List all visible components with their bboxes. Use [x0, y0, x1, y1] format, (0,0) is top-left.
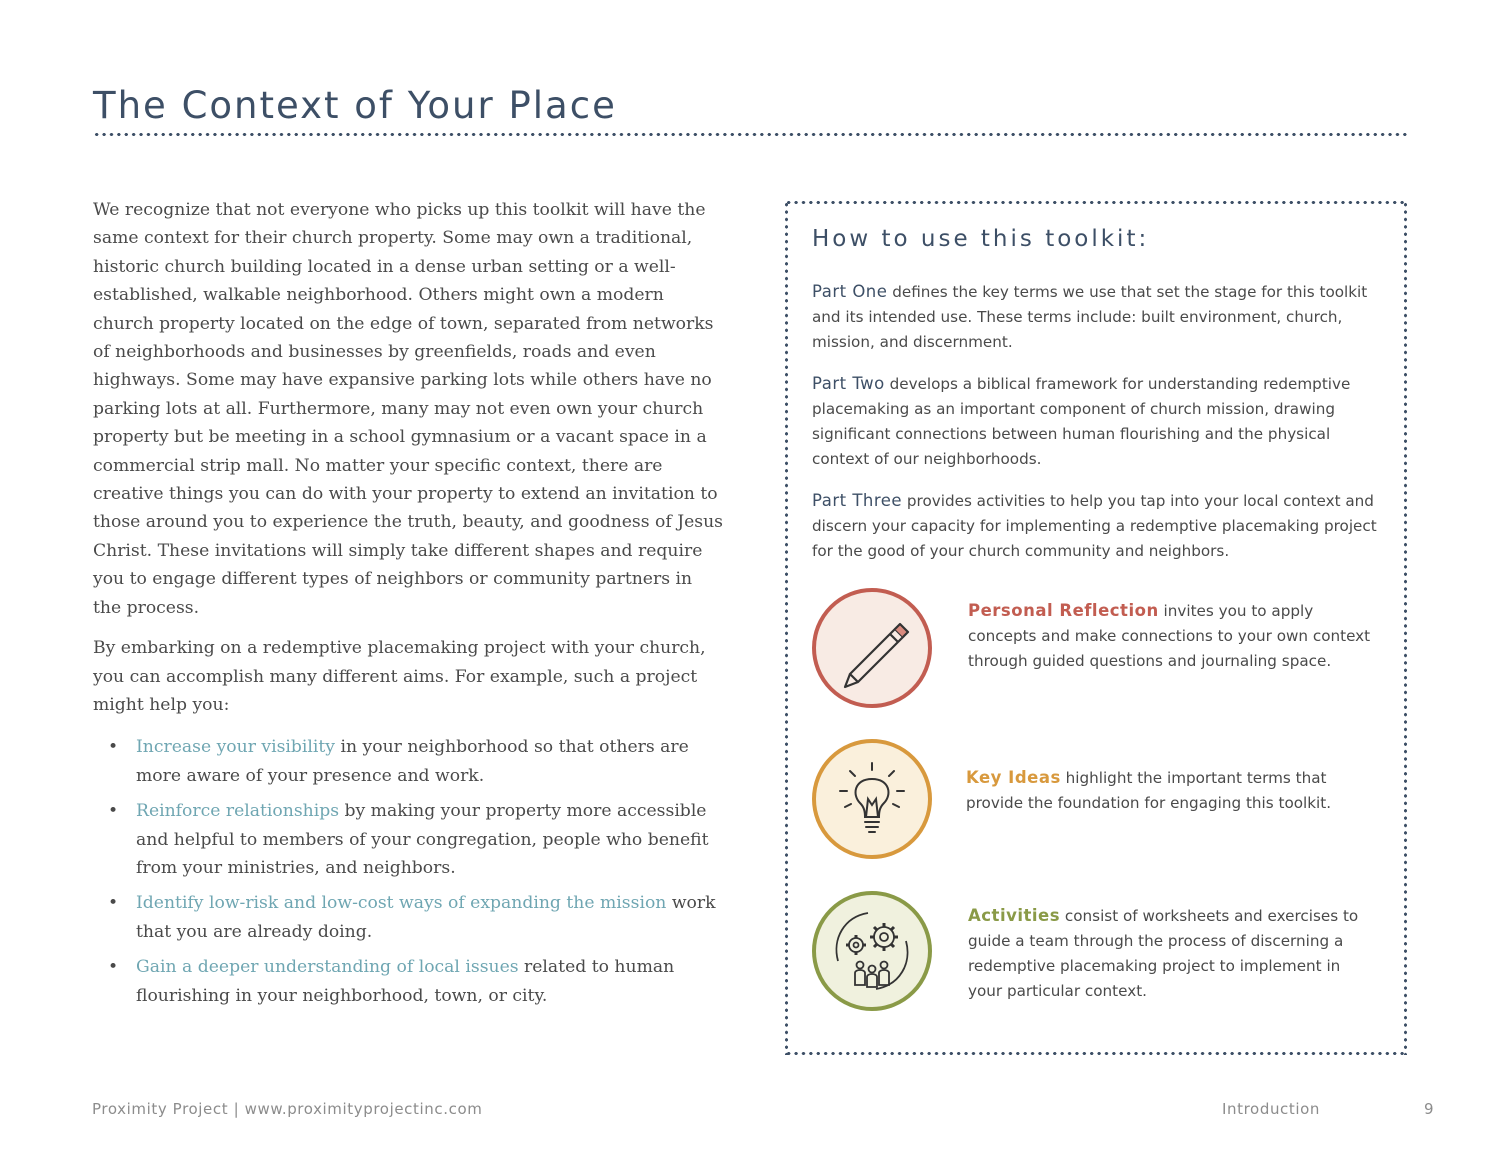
team-gears-icon: [816, 895, 928, 1007]
part-text: develops a biblical framework for understanding redemptive placemaking as an important component of church mission, drawing significant connections between human flourishing and the physical context of our neighborhoods.: [812, 375, 1351, 468]
part-label: Part Two: [812, 374, 885, 393]
aims-list-item: [93, 953, 723, 1010]
page-number: 9: [1424, 1100, 1435, 1118]
toolkit-title: How to use this toolkit:: [812, 226, 1150, 252]
legend-description: [968, 903, 1378, 1004]
legend-text: consist of worksheets and exercises to guide a team through the process of discerning a redemptive placemaking project to implement in your particular context.: [968, 907, 1359, 1000]
pencil-icon: [812, 588, 932, 708]
aim-text: in your neighborhood so that others are more aware of your presence and work.: [136, 737, 689, 786]
intro-paragraph: We recognize that not everyone who picks up this toolkit will have the same context for their church property. Some may own a traditional, historic church building located in a dense urban setting or a well-established, walkable neighborhood. Others might own a modern church property located on the edge of town, separated from networks of neighborhoods and businesses by greenfields, roads and even highways. Some may have expansive parking lots while others have no parking lots at all. Furthermore, many may not even own your church property but be meeting in a school gymnasium or a vacant space in a commercial strip mall. No matter your specific context, there are creative things you can do with your property to extend an invitation to those around you to experience the truth, beauty, and goodness of Jesus Christ. These invitations will simply take different shapes and require you to engage different types of neighbors or community partners in the process.: [93, 200, 723, 618]
legend-label: Activities: [968, 906, 1061, 925]
part-text: defines the key terms we use that set the stage for this toolkit and its intended use. These terms include: built environment, church, mission, and discernment.: [812, 283, 1368, 351]
part-label: Part One: [812, 282, 888, 301]
page-title: The Context of Your Place: [93, 84, 617, 127]
legend-description: [966, 765, 1376, 816]
footer-site: Proximity Project | www.proximityprojectinc.com: [92, 1100, 483, 1118]
aim-highlight: Reinforce relationships: [136, 801, 340, 822]
legend-text: highlight the important terms that provide the foundation for engaging this toolkit.: [966, 769, 1332, 812]
pencil-icon: [816, 592, 928, 704]
lightbulb-icon: [812, 739, 932, 859]
aim-highlight: Increase your visibility: [136, 737, 336, 758]
part-text: provides activities to help you tap into your local context and discern your capacity for implementing a redemptive placemaking project for the good of your church community and neighbors.: [812, 492, 1377, 560]
team-gears-icon: [812, 891, 932, 1011]
legend-description: [968, 598, 1378, 674]
part-description: [812, 371, 1377, 472]
aims-list-item: [93, 797, 723, 882]
aim-text: work that you are already doing.: [136, 893, 716, 942]
aims-list: [93, 733, 723, 1010]
legend-label: Personal Reflection: [968, 601, 1159, 620]
aims-list-item: [93, 889, 723, 946]
part-description: [812, 488, 1377, 564]
aim-highlight: Identify low-risk and low-cost ways of expanding the mission: [136, 893, 667, 914]
legend-text: invites you to apply concepts and make connections to your own context through guided questions and journaling space.: [968, 602, 1371, 670]
aim-text: related to human flourishing in your neighborhood, town, or city.: [136, 957, 675, 1006]
aims-list-item: [93, 733, 723, 790]
legend-personal-reflection: [812, 588, 1382, 718]
aim-highlight: Gain a deeper understanding of local issues: [136, 957, 519, 978]
title-divider: [93, 133, 1409, 136]
legend-activities: [812, 891, 1382, 1021]
legend-key-ideas: [812, 739, 1382, 869]
part-label: Part Three: [812, 491, 903, 510]
footer-section: Introduction: [1222, 1100, 1321, 1118]
toolkit-box: [785, 201, 1407, 1055]
toolkit-parts: [812, 279, 1377, 580]
intro-paragraph: By embarking on a redemptive placemaking project with your church, you can accomplish many different aims. For example, such a project might help you:: [93, 638, 706, 715]
aim-text: by making your property more accessible and helpful to members of your congregation, people who benefit from your ministries, and neighbors.: [136, 801, 709, 878]
legend-label: Key Ideas: [966, 768, 1061, 787]
part-description: [812, 279, 1377, 355]
intro-column: [93, 196, 723, 1017]
lightbulb-icon: [816, 743, 928, 855]
